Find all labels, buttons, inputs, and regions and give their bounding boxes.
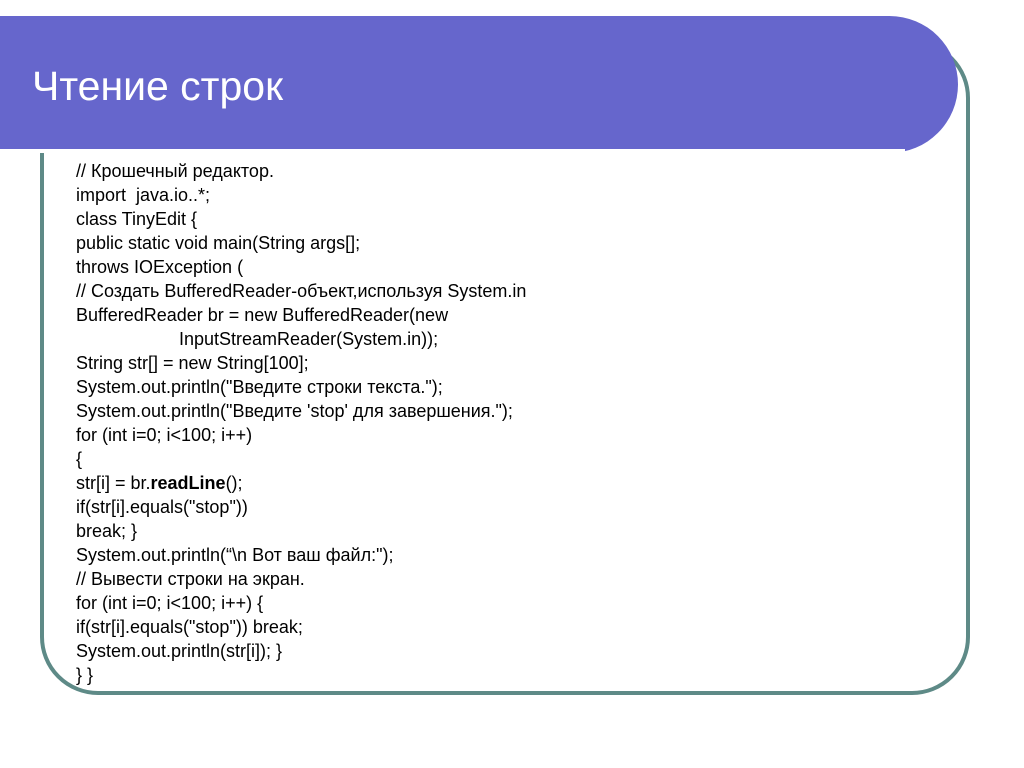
- code-text: ();: [225, 473, 243, 493]
- title-bar: [0, 16, 958, 153]
- code-line: for (int i=0; i<100; i++) {: [76, 593, 264, 613]
- code-line: // Крошечный редактор.: [76, 161, 274, 181]
- code-line: // Создать BufferedReader-объект,используя System.in: [76, 281, 527, 301]
- code-line: for (int i=0; i<100; i++): [76, 425, 253, 445]
- title-underline: [0, 149, 905, 153]
- code-line: break; }: [76, 521, 138, 541]
- code-block: [76, 159, 526, 687]
- readline-method: readLine: [150, 473, 226, 493]
- code-line: System.out.println("Введите 'stop' для завершения.");: [76, 401, 513, 421]
- code-line: public static void main(String args[];: [76, 233, 361, 253]
- code-text: str[i] = br.: [76, 473, 151, 493]
- code-line: String str[] = new String[100];: [76, 353, 309, 373]
- code-line: System.out.println(str[i]); }: [76, 641, 283, 661]
- code-line: if(str[i].equals("stop")): [76, 497, 248, 517]
- code-line: {: [76, 449, 83, 469]
- code-line: if(str[i].equals("stop")) break;: [76, 617, 303, 637]
- code-line: BufferedReader br = new BufferedReader(new: [76, 305, 449, 325]
- code-line: import java.io..*;: [76, 185, 211, 205]
- code-line: // Вывести строки на экран.: [76, 569, 305, 589]
- slide-title: Чтение строк: [32, 63, 284, 109]
- code-line: throws IOException (: [76, 257, 244, 277]
- code-line-readline: [76, 471, 526, 495]
- code-line-indented: [76, 327, 526, 351]
- code-line: class TinyEdit {: [76, 209, 198, 229]
- code-line: System.out.println(“\n Вот ваш файл:");: [76, 545, 394, 565]
- code-line: } }: [76, 665, 94, 685]
- code-line: System.out.println("Введите строки текста.");: [76, 377, 443, 397]
- code-text: InputStreamReader(System.in));: [179, 329, 439, 349]
